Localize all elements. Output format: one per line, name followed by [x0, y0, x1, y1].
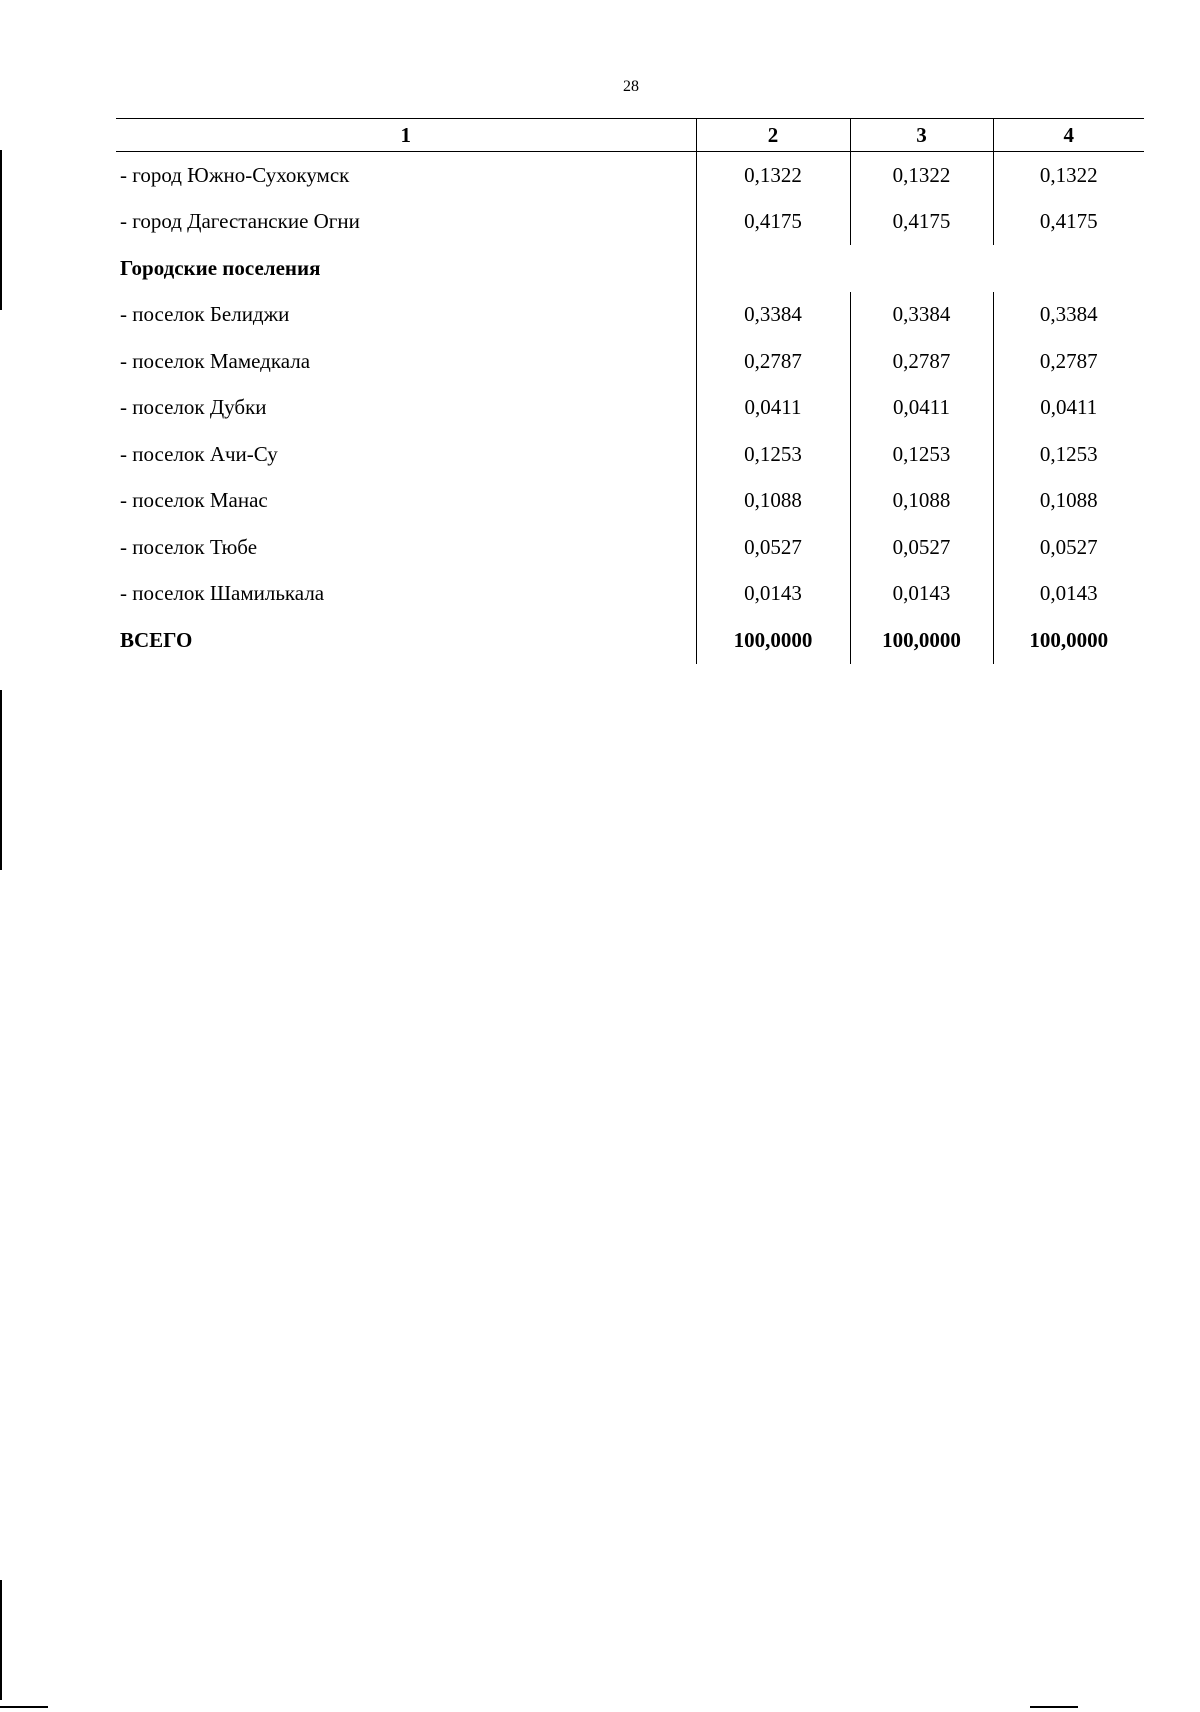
row-label: - поселок Белиджи — [120, 302, 290, 327]
page-number: 28 — [623, 78, 639, 95]
cell-value: 0,0143 — [696, 571, 850, 618]
cell-value: 0,1088 — [696, 478, 850, 525]
cell-value: 0,0143 — [993, 571, 1144, 618]
cell-value: 0,2787 — [696, 338, 850, 385]
cell-value: 0,0411 — [993, 385, 1144, 432]
cell-value: 0,0527 — [850, 524, 993, 571]
cell-value: 0,1088 — [993, 478, 1144, 525]
cell-value: 0,1253 — [696, 431, 850, 478]
table-row — [116, 571, 1144, 618]
table-header-row — [116, 119, 1144, 152]
table-row — [116, 292, 1144, 339]
cell-value: 0,1322 — [850, 152, 993, 199]
cell-value: 0,3384 — [696, 292, 850, 339]
cell-value — [850, 245, 993, 292]
section-heading: Городские поселения — [120, 255, 321, 280]
row-label: - поселок Ачи-Су — [120, 441, 278, 466]
cell-value: 0,1253 — [993, 431, 1144, 478]
cell-value: 0,2787 — [850, 338, 993, 385]
total-value: 100,0000 — [850, 617, 993, 664]
table-row — [116, 431, 1144, 478]
cell-value: 0,0411 — [696, 385, 850, 432]
row-label: - поселок Тюбе — [120, 534, 258, 559]
cell-value: 0,1322 — [993, 152, 1144, 199]
cell-value: 0,1253 — [850, 431, 993, 478]
scan-edge-line — [0, 150, 2, 310]
table-row — [116, 199, 1144, 246]
cell-value: 0,1322 — [696, 152, 850, 199]
cell-value: 0,0411 — [850, 385, 993, 432]
cell-value: 0,0527 — [696, 524, 850, 571]
row-label: - поселок Мамедкала — [120, 348, 311, 373]
row-label: - поселок Манас — [120, 488, 268, 513]
table-row — [116, 385, 1144, 432]
cell-value: 0,4175 — [850, 199, 993, 246]
table-total-row — [116, 617, 1144, 664]
scan-edge-line — [0, 1580, 2, 1700]
scan-edge-line — [0, 690, 2, 870]
total-value: 100,0000 — [993, 617, 1144, 664]
row-label: - поселок Дубки — [120, 395, 267, 420]
column-header-1: 1 — [116, 119, 696, 152]
column-header-2: 2 — [696, 119, 850, 152]
cell-value: 0,3384 — [850, 292, 993, 339]
row-label: - поселок Шамилькала — [120, 581, 325, 606]
table-row — [116, 478, 1144, 525]
column-header-3: 3 — [850, 119, 993, 152]
total-value: 100,0000 — [696, 617, 850, 664]
cell-value: 0,3384 — [993, 292, 1144, 339]
cell-value — [993, 245, 1144, 292]
row-label: - город Южно-Сухокумск — [120, 162, 350, 187]
table-row — [116, 524, 1144, 571]
row-label: - город Дагестанские Огни — [120, 209, 360, 234]
column-header-4: 4 — [993, 119, 1144, 152]
cell-value: 0,2787 — [993, 338, 1144, 385]
scan-footer-line — [1030, 1706, 1078, 1708]
data-table — [116, 118, 1144, 664]
scan-footer-line — [0, 1706, 48, 1708]
cell-value: 0,1088 — [850, 478, 993, 525]
cell-value — [696, 245, 850, 292]
table-row — [116, 338, 1144, 385]
cell-value: 0,0143 — [850, 571, 993, 618]
total-label: ВСЕГО — [120, 627, 193, 652]
cell-value: 0,0527 — [993, 524, 1144, 571]
table-section-row — [116, 245, 1144, 292]
cell-value: 0,4175 — [696, 199, 850, 246]
table-row — [116, 152, 1144, 199]
cell-value: 0,4175 — [993, 199, 1144, 246]
